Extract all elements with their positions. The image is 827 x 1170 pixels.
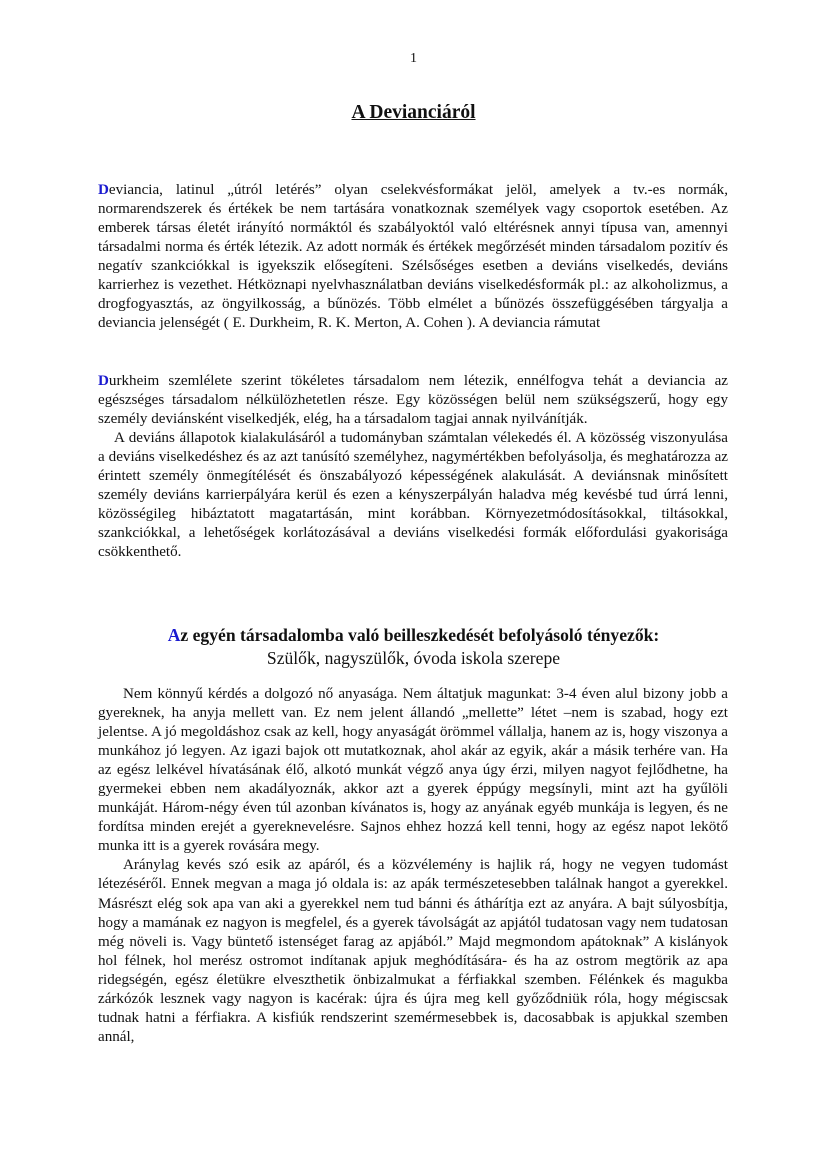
paragraph-durkheim	[98, 372, 728, 429]
paragraph-deviancia-definition	[98, 181, 728, 333]
durkheim-section	[98, 372, 728, 562]
page-number: 1	[410, 51, 417, 66]
drop-cap: D	[98, 373, 109, 389]
drop-cap: D	[98, 182, 109, 198]
section-heading	[0, 624, 827, 647]
drop-cap: A	[167, 625, 181, 645]
parents-section	[98, 685, 728, 1047]
paragraph-text: urkheim szemlélete szerint tökéletes társadalom nem létezik, ennélfogva tehát a deviancia az egészséges társadalom nélkülözhetetlen része. Egy közösségen belül nem szükségszerű, hogy egy személy deviánsként viselkedjék, elég, ha a társadalom tagjai annak nyilvánítják.	[98, 373, 728, 428]
document-title: A Devianciáról	[351, 102, 476, 123]
paragraph-deviant-states: A deviáns állapotok kialakulásáról a tudományban számtalan vélekedés él. A közösség viszonyulása a deviáns viselkedéshez és az azt tanúsító személyhez, nagymértékben befolyásolja, és meghatározza az érintett személy önmegítélését és önszabályozó képességének alakulását. A deviánsnak minősített személy deviáns karrierpályára kerül és ezen a kényszerpályán haladva még kevésbé tud úrrá lenni, közösségileg hibáztatott magatartásán, mint korábban. Környezetmódosításokkal, tiltásokkal, szankciókkal, a lehetőségek korlátozásával a deviáns viselkedési formák előfordulási gyakorisága csökkenthető.	[98, 430, 728, 561]
section-heading-text: z egyén társadalomba való beilleszkedését befolyásoló tényezők:	[180, 625, 660, 645]
paragraph-working-mother: Nem könnyű kérdés a dolgozó nő anyasága. Nem áltatjuk magunkat: 3-4 éven alul bizony jobb a gyereknek, ha anyja mellett van. Ez nem jelent állandó „mellette” létet –nem is szabad, hogy ezt jelentse. A jó megoldáshoz csak az kell, hogy anyaságát örömmel vállalja, hanem az is, hogy viszonya a munkához jó legyen. Az igazi bajok ott mutatkoznak, ahol akár az egyik, akár a másik terhére van. Ha az egész lelkével hívatásának élő, alkotó munkát végző anya úgy érzi, milyen nagyot fejlődhetne, ha gyermekei ebben nem akadályoznák, akkor azt a gyerek éppúgy megsínyli, mint azt ha gyűlöli munkáját. Három-négy éven túl azonban kívánatos is, hogy az anyának egyéb munkája is legyen, és ne fordítsa minden erejét a gyereknevelésre. Sajnos ehhez hozzá kell tenni, hogy az egész napot lekötő munka itt is a gyerek rovására megy.	[98, 686, 728, 855]
section-subheading: Szülők, nagyszülők, óvoda iskola szerepe	[266, 648, 561, 668]
paragraph-text: eviancia, latinul „útról letérés” olyan cselekvésformákat jelöl, amelyek a tv.-es normák, normarendszerek és értékek be nem tartására vonatkoznak személyek vagy csoportok esetében. Az emberek társas életét irányító normáktól és szabályoktól való eltérésnek annyi típusa van, amennyi társadalmi norma és érték létezik. Az adott normák és értékek megőrzését minden társadalom pozitív és negatív szankciókkal is igyekszik elősegíteni. Szélsőséges esetben a deviáns viselkedés, deviáns karrierhez is vezethet. Hétköznapi nyelvhasználatban deviáns viselkedésformák pl.: az alkoholizmus, a drogfogyasztás, az öngyilkosság, a bűnözés. Több elmélet a bűnözés összefüggésében tárgyalja a deviancia jelenségét ( E. Durkheim, R. K. Merton, A. Cohen ). A deviancia rámutat	[98, 182, 728, 332]
paragraph-father: Aránylag kevés szó esik az apáról, és a közvélemény is hajlik rá, hogy ne vegyen tudomást létezéséről. Ennek megvan a maga jó oldala is: az apák természetesebben találnak hangot a gyerekkel. Másrészt elég sok apa van aki a gyerekkel nem tud bánni és áthárítja ezt az anyára. A bajt súlyosbítja, hogy a mamának ez nagyon is megfelel, és a gyerek távolságát az apjától tudatosan vagy nem tudatosan még növeli is. Vagy büntető istenséget farag az apjából.” Majd megmondom apátoknak” A kislányok hol félnek, hol merész ostromot indítanak apjuk meghódítására- és ha az ostrom megtörik az apa ridegségén, egész életükre elveszthetik önbizalmukat a férfiakkal szemben. Félénkek és magukba zárkózók lesznek vagy nagyon is kacérak: újra és újra meg kell győződniük róla, hogy mégiscsak tudnak hatni a férfiakra. A kisfiúk rendszerint szemérmesebbek is, dacosabbak is apjukkal szemben annál,	[98, 857, 728, 1045]
